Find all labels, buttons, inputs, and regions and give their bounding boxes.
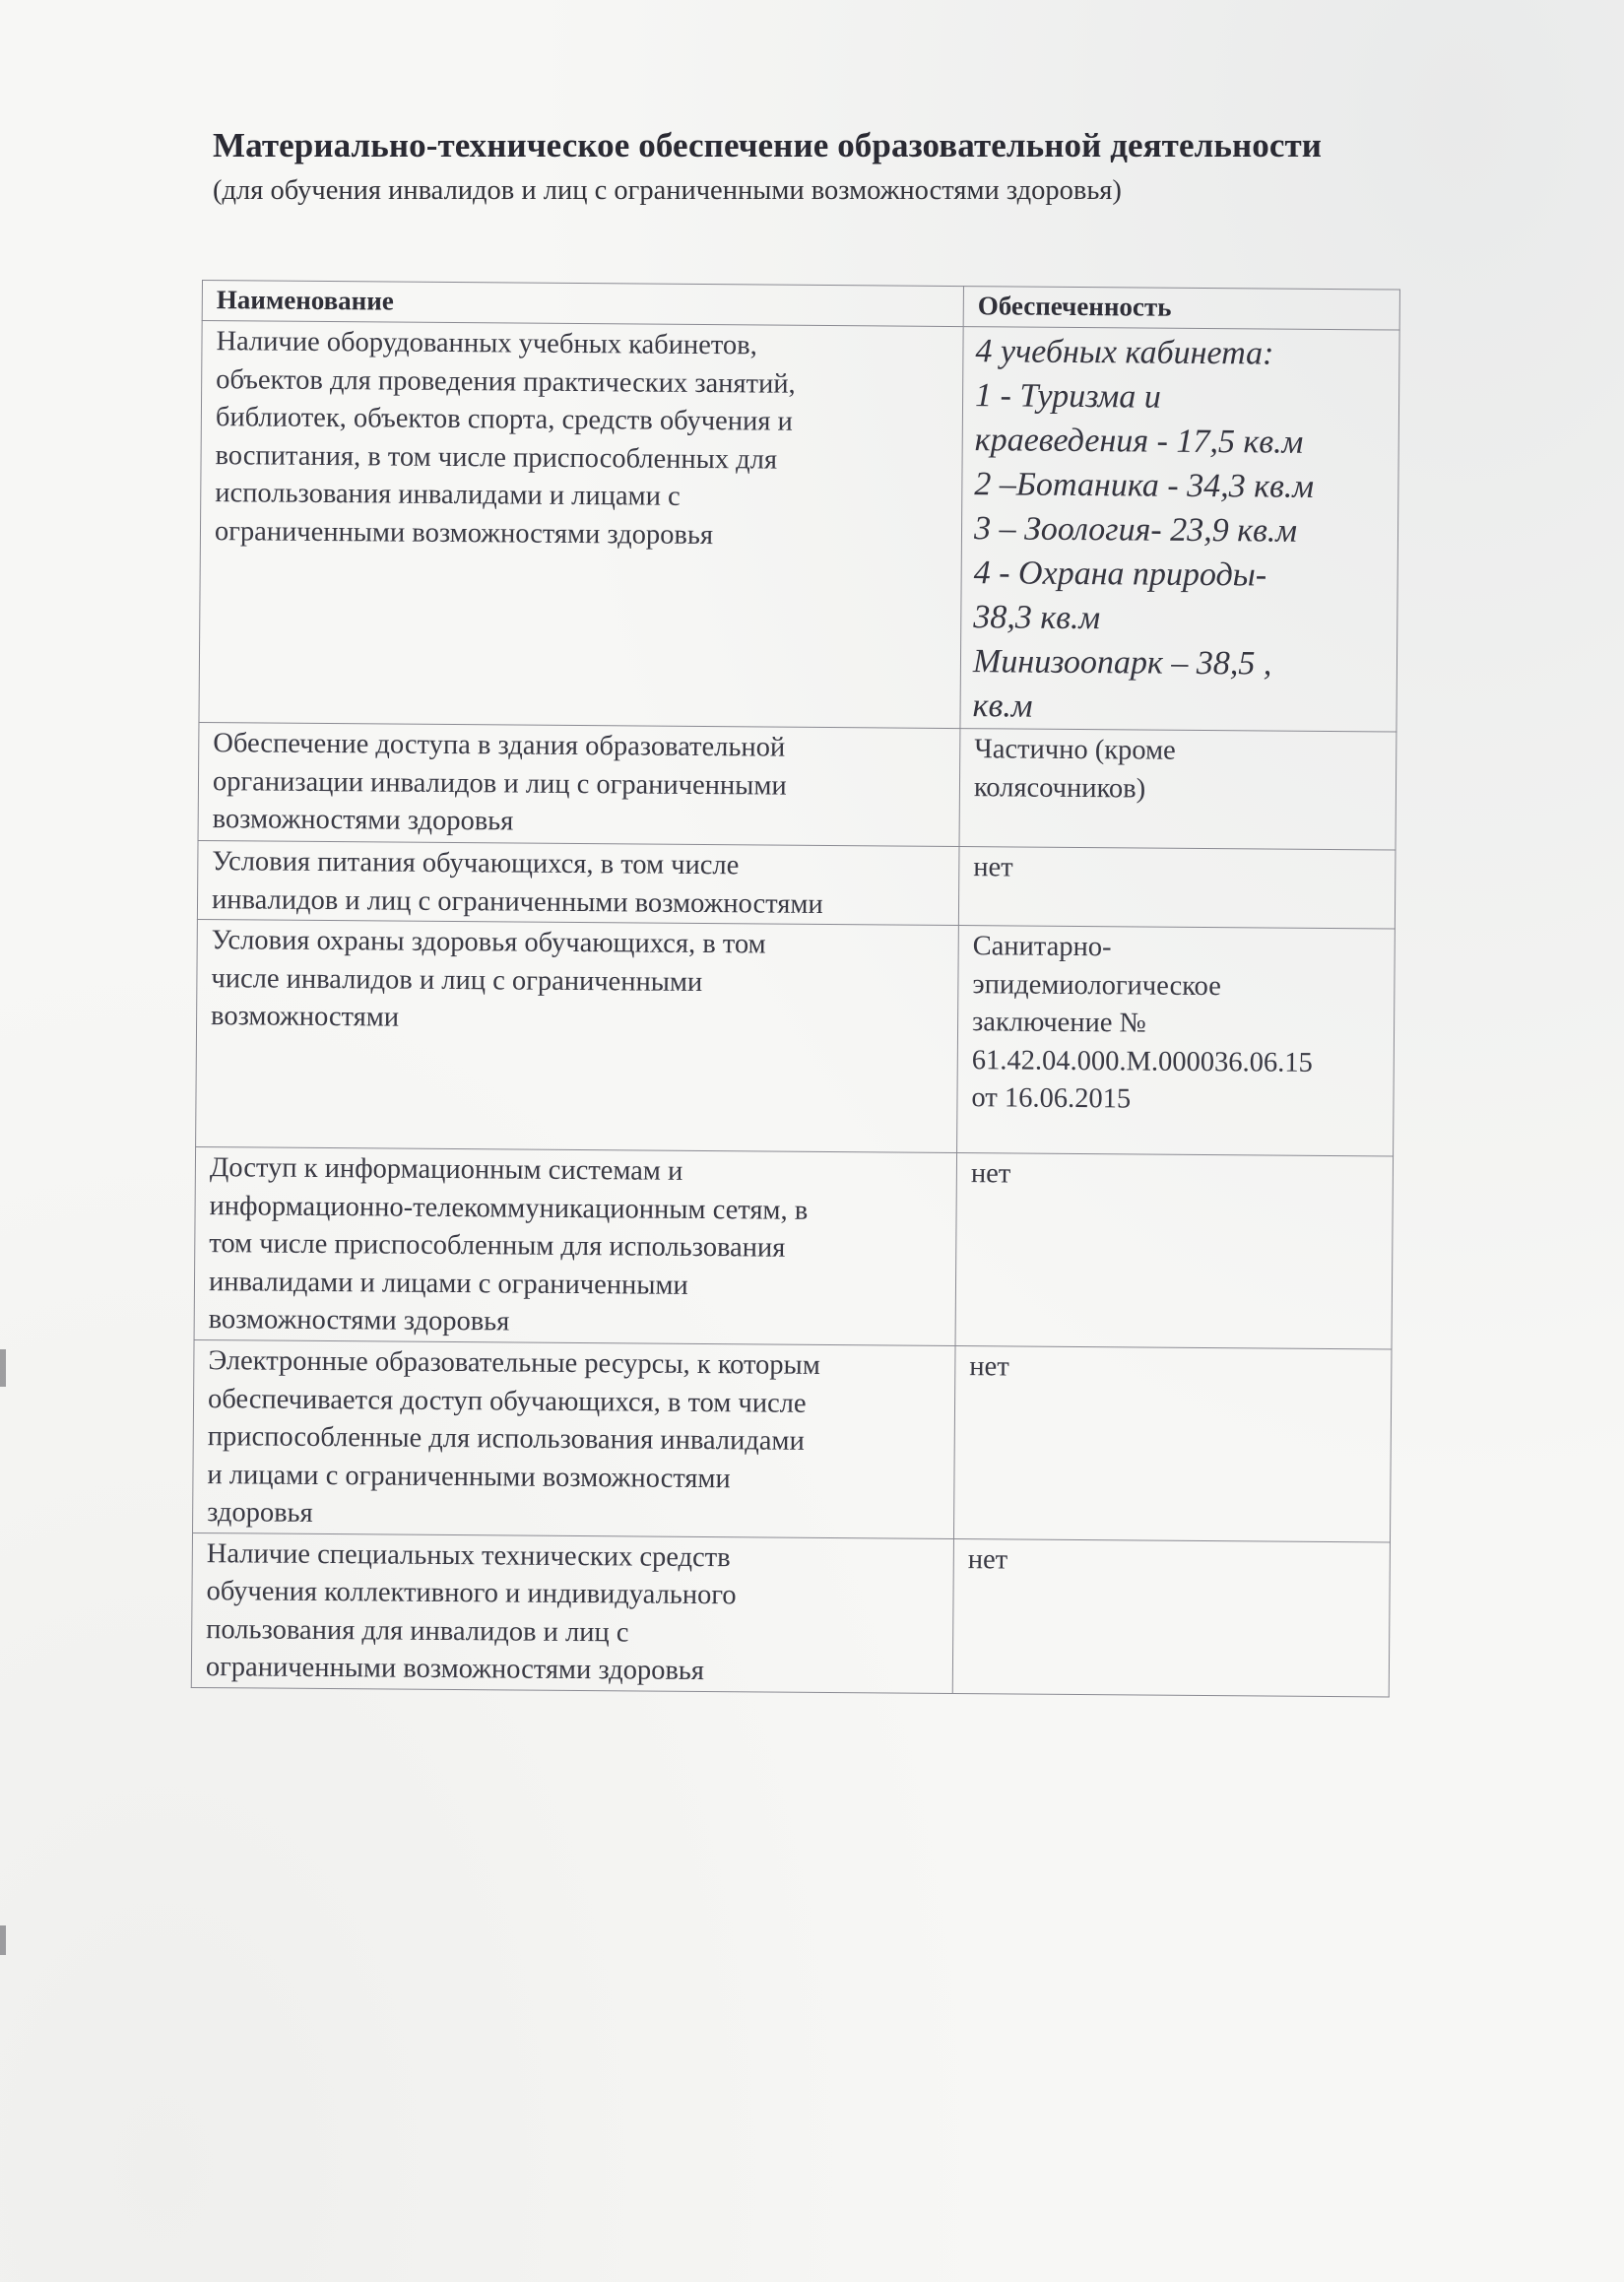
page-title: Материально-техническое обеспечение образовательной деятельности bbox=[213, 126, 1323, 164]
table-row bbox=[198, 722, 1397, 850]
cell-text-line: Обеспечение доступа в здания образовательной bbox=[213, 728, 786, 763]
cell-text-line: инвалидами и лицами с ограниченными bbox=[208, 1266, 688, 1301]
cell-text-line: приспособленные для использования инвалидами bbox=[207, 1421, 805, 1457]
cell-text-line: объектов для проведения практических занятий, bbox=[216, 363, 796, 400]
cell-text-line: инвалидов и лиц с ограниченными возможностями bbox=[211, 883, 823, 920]
cell-text-line: возможностями bbox=[211, 1001, 400, 1033]
cell-text-line: Условия охраны здоровья обучающихся, в том bbox=[211, 925, 766, 960]
cell-text-line: 38,3 кв.м bbox=[973, 599, 1101, 637]
table-row bbox=[194, 1146, 1394, 1349]
row-provision-cell bbox=[953, 1346, 1392, 1542]
row-provision-cell bbox=[959, 729, 1397, 850]
cell-text-line: колясочников) bbox=[973, 771, 1146, 805]
table-row bbox=[191, 1532, 1390, 1697]
cell-text-line: нет bbox=[969, 1351, 1009, 1383]
cell-text-line: Минизоопарк – 38,5 , bbox=[972, 643, 1272, 683]
row-provision-cell bbox=[955, 1153, 1394, 1349]
table-row bbox=[193, 1339, 1392, 1541]
row-name-cell bbox=[197, 840, 959, 925]
cell-text-line: 4 - Охрана природы- bbox=[973, 554, 1267, 594]
row-provision-cell bbox=[960, 327, 1399, 732]
cell-text-line: краеведения - 17,5 кв.м bbox=[974, 422, 1304, 461]
cell-text-line: ограниченными возможностями здоровья bbox=[214, 515, 714, 551]
provision-table bbox=[191, 280, 1400, 1697]
cell-text-line: пользования для инвалидов и лиц с bbox=[206, 1613, 629, 1648]
cell-text-line: нет bbox=[973, 852, 1013, 883]
cell-text-line: возможностями здоровья bbox=[212, 804, 514, 837]
cell-text-line: библиотек, объектов спорта, средств обучения и bbox=[215, 402, 793, 437]
page-subtitle: (для обучения инвалидов и лиц с ограниченными возможностями здоровья) bbox=[213, 175, 1122, 206]
row-provision-cell bbox=[958, 847, 1396, 929]
cell-text-line: от 16.06.2015 bbox=[971, 1082, 1132, 1115]
cell-text-line: воспитания, в том числе приспособленных для bbox=[215, 439, 778, 476]
cell-text-line: 1 - Туризма и bbox=[974, 377, 1161, 416]
cell-text-line: Условия питания обучающихся, в том числе bbox=[212, 846, 740, 881]
row-provision-cell bbox=[952, 1538, 1390, 1696]
cell-text-line: заключение № bbox=[971, 1007, 1146, 1039]
cell-text-line: возможностями здоровья bbox=[208, 1304, 510, 1337]
cell-text-line: обеспечивается доступ обучающихся, в том числе bbox=[207, 1383, 807, 1419]
cell-text-line: Наличие специальных технических средств bbox=[206, 1537, 731, 1573]
row-name-cell bbox=[194, 1146, 957, 1345]
scan-edge-mark bbox=[0, 1925, 6, 1955]
cell-text-line: 3 – Зоология- 23,9 кв.м bbox=[973, 510, 1298, 550]
cell-text-line: Электронные образовательные ресурсы, к которым bbox=[208, 1345, 820, 1381]
table-row bbox=[196, 919, 1396, 1156]
scan-edge-mark bbox=[0, 1349, 6, 1387]
cell-text-line: эпидемиологическое bbox=[972, 968, 1221, 1002]
cell-text-line: и лицами с ограниченными возможностями bbox=[207, 1459, 731, 1494]
row-name-cell bbox=[191, 1532, 953, 1693]
cell-text-line: Наличие оборудованных учебных кабинетов, bbox=[216, 326, 757, 361]
cell-text-line: Доступ к информационным системам и bbox=[209, 1152, 683, 1187]
cell-text-line: Частично (кроме bbox=[974, 734, 1176, 766]
cell-text-line: 2 –Ботаника - 34,3 кв.м bbox=[974, 466, 1315, 505]
cell-text-line: организации инвалидов и лиц с ограниченными bbox=[212, 765, 787, 802]
cell-text-line: здоровья bbox=[207, 1497, 313, 1529]
cell-text-line: использования инвалидами и лицами с bbox=[215, 478, 681, 512]
cell-text-line: нет bbox=[967, 1543, 1008, 1575]
cell-text-line: Санитарно- bbox=[972, 931, 1112, 963]
row-provision-cell bbox=[957, 926, 1396, 1156]
cell-text-line: кв.м bbox=[972, 687, 1033, 725]
column-header-name: Наименование bbox=[202, 281, 963, 327]
table-row bbox=[199, 321, 1399, 733]
row-name-cell bbox=[196, 919, 959, 1152]
row-name-cell bbox=[198, 722, 960, 846]
row-name-cell bbox=[199, 321, 963, 729]
column-header-provision: Обеспеченность bbox=[963, 287, 1399, 330]
cell-text-line: числе инвалидов и лиц с ограниченными bbox=[211, 962, 703, 998]
row-name-cell bbox=[193, 1339, 956, 1538]
cell-text-line: нет bbox=[970, 1158, 1011, 1190]
cell-text-line: обучения коллективного и индивидуального bbox=[206, 1576, 737, 1611]
cell-text-line: информационно-телекоммуникационным сетям, в bbox=[209, 1190, 809, 1226]
cell-text-line: 61.42.04.000.М.000036.06.15 bbox=[971, 1044, 1313, 1078]
cell-text-line: 4 учебных кабинета: bbox=[975, 333, 1274, 372]
cell-text-line: ограниченными возможностями здоровья bbox=[205, 1652, 705, 1687]
table-row bbox=[197, 840, 1396, 929]
cell-text-line: том числе приспособленным для использования bbox=[209, 1228, 786, 1264]
